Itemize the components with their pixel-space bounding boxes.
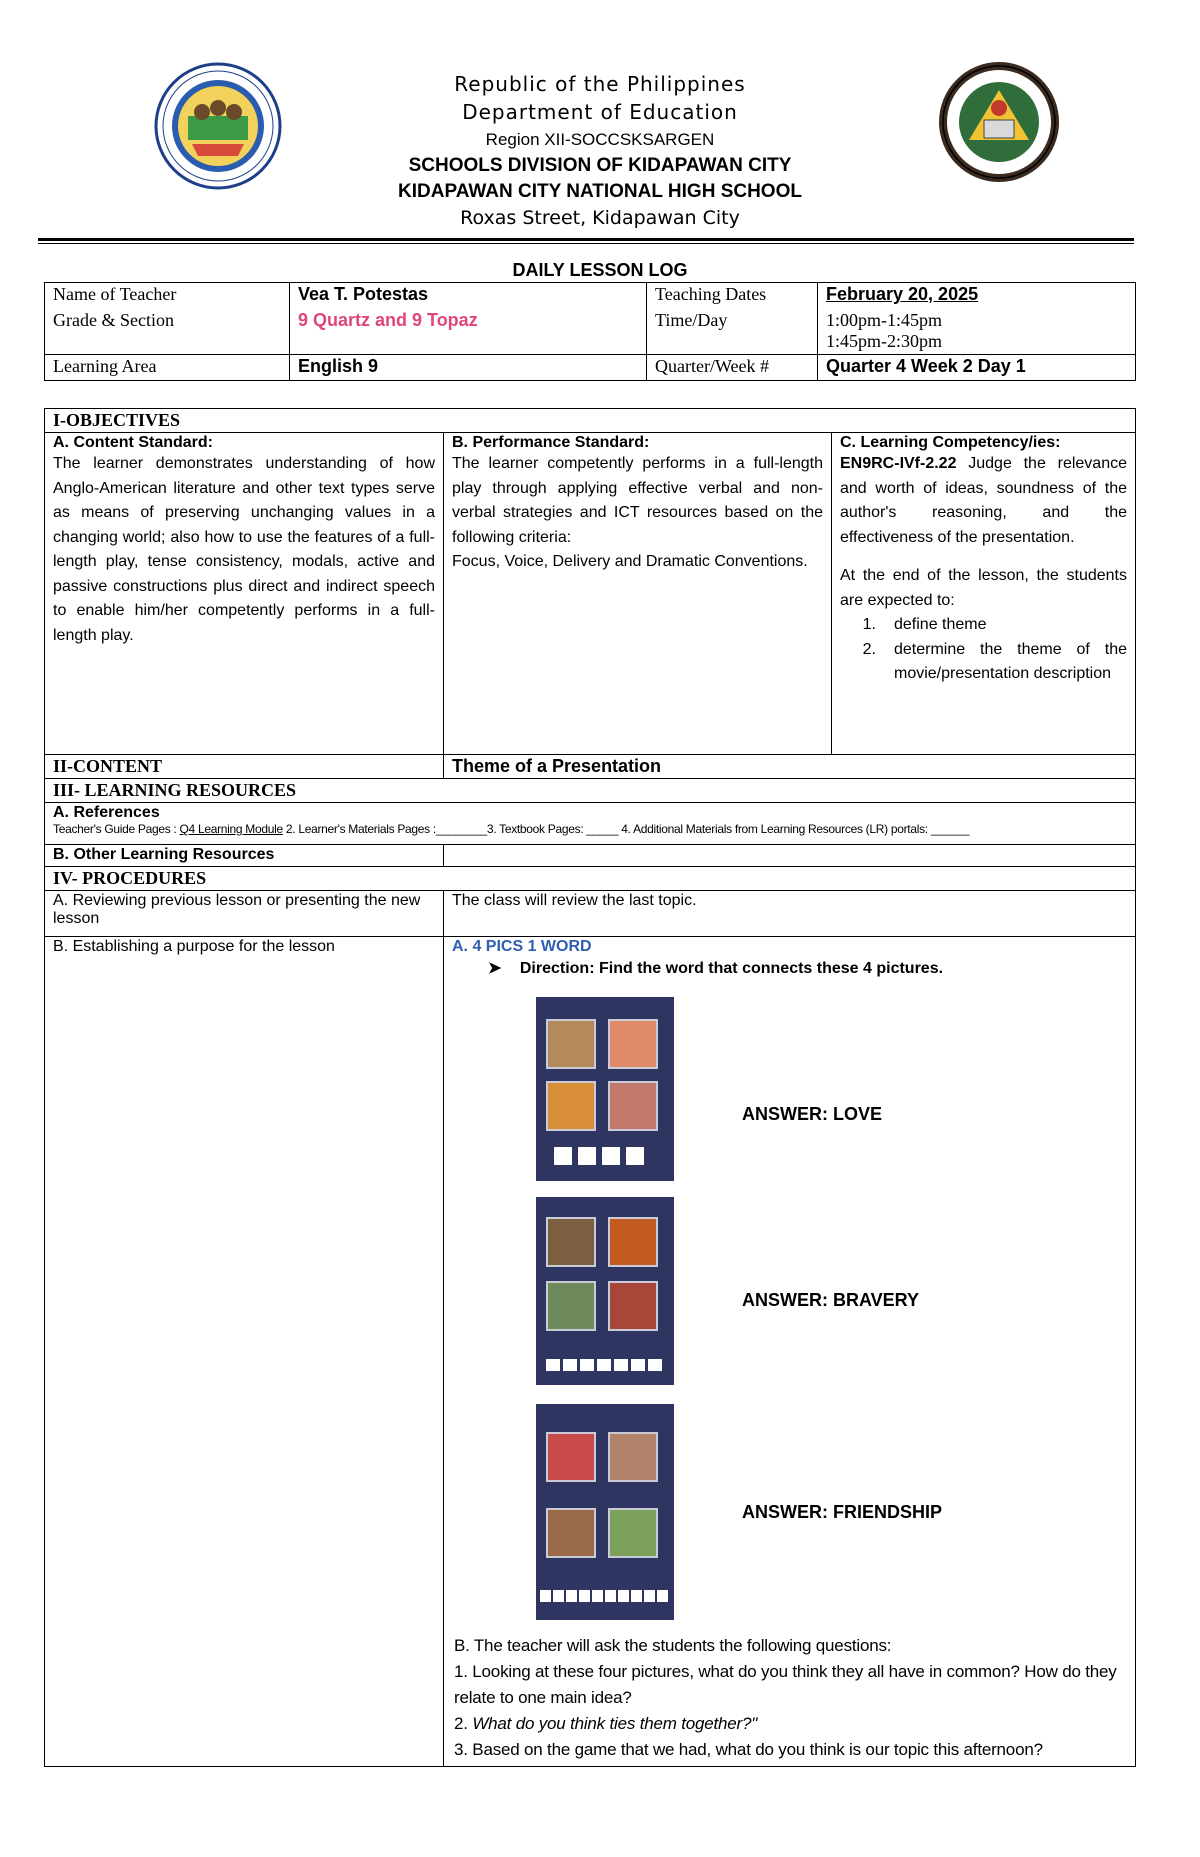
other-resources-label: B. Other Learning Resources bbox=[45, 845, 444, 867]
objective-item-2-number: 2. bbox=[862, 640, 876, 658]
competency-code: EN9RC-IVf-2.22 bbox=[840, 455, 957, 472]
letter-box bbox=[597, 1359, 611, 1371]
references-tg: Teacher's Guide Pages : bbox=[53, 822, 180, 836]
resources-heading: III- LEARNING RESOURCES bbox=[45, 779, 1136, 803]
header-republic: Republic of the Philippines bbox=[454, 72, 746, 96]
header-address: Roxas Street, Kidapawan City bbox=[460, 207, 740, 229]
procedure-b-label: B. Establishing a purpose for the lesson bbox=[45, 937, 444, 1767]
letter-box bbox=[644, 1590, 655, 1602]
letter-box bbox=[540, 1590, 551, 1602]
letter-box bbox=[605, 1590, 616, 1602]
letter-box bbox=[580, 1359, 594, 1371]
question-1: 1. Looking at these four pictures, what do you think they all have in common? How do they relate to one main idea? bbox=[454, 1662, 1117, 1707]
question-2-text: What do you think ties them together?" bbox=[472, 1714, 758, 1733]
header-division: SCHOOLS DIVISION OF KIDAPAWAN CITY bbox=[408, 155, 792, 176]
letter-box bbox=[657, 1590, 668, 1602]
letter-box bbox=[614, 1359, 628, 1371]
content-value: Theme of a Presentation bbox=[444, 755, 1136, 779]
performance-standard-title: B. Performance Standard: bbox=[452, 434, 650, 451]
teacher-value: Vea T. Potestas bbox=[290, 283, 647, 309]
letter-box bbox=[631, 1359, 645, 1371]
competency-intro: At the end of the lesson, the students are expected to: bbox=[840, 567, 1127, 609]
header-divider-thin bbox=[38, 243, 1134, 244]
letter-box bbox=[578, 1147, 596, 1165]
content-standard-text: The learner demonstrates understanding of how Anglo-American literature and other text types serve as means of preserving unchanging values in a changing world; also how to use the features of a full-length play, tense consistency, modals, active and passive constructions plus direct and indirect speech to enable him/her competently performs in a full-length play. bbox=[53, 455, 435, 644]
content-standard-title: A. Content Standard: bbox=[53, 434, 213, 451]
answer-bravery: ANSWER: BRAVERY bbox=[742, 1290, 920, 1310]
puzzle-image-climber-icon bbox=[546, 1281, 596, 1331]
procedures-heading: IV- PROCEDURES bbox=[45, 867, 1136, 891]
references-rest: 2. Learner's Materials Pages :________3. Textbook Pages: _____ 4. Additional Materials from Learning Resources (LR) portals: ______ bbox=[282, 822, 970, 836]
question-2 bbox=[454, 1711, 1124, 1737]
content-standard-cell bbox=[45, 433, 444, 755]
performance-standard-text: The learner competently performs in a full-length play through applying effective verbal and non-verbal strategies and ICT resources based on the following criteria: bbox=[452, 455, 823, 546]
answer-love: ANSWER: LOVE bbox=[742, 1104, 883, 1124]
question-2-number: 2. bbox=[454, 1714, 473, 1733]
time-cell bbox=[818, 309, 1136, 355]
teacher-label: Name of Teacher bbox=[45, 283, 290, 309]
quarter-label: Quarter/Week # bbox=[647, 355, 818, 381]
letter-box bbox=[563, 1359, 577, 1371]
direction-arrow-icon: ➤ bbox=[488, 960, 502, 977]
references-cell bbox=[45, 803, 1136, 845]
content-heading: II-CONTENT bbox=[45, 755, 444, 779]
document-title: DAILY LESSON LOG bbox=[512, 260, 688, 280]
letter-box bbox=[546, 1359, 560, 1371]
puzzle-image-friends-icon bbox=[608, 1081, 658, 1131]
competency-text bbox=[840, 452, 1127, 550]
procedure-a-label: A. Reviewing previous lesson or presenting the new lesson bbox=[45, 891, 444, 937]
puzzle-panel-love bbox=[536, 997, 674, 1181]
header-school: KIDAPAWAN CITY NATIONAL HIGH SCHOOL bbox=[398, 181, 802, 202]
questions-intro: B. The teacher will ask the students the following questions: bbox=[454, 1636, 892, 1655]
puzzle-image-superhero-icon bbox=[608, 1281, 658, 1331]
letter-box bbox=[553, 1590, 564, 1602]
puzzle-image-cartoon-friends-icon bbox=[546, 1432, 596, 1482]
other-resources-value bbox=[444, 845, 1136, 867]
puzzle-panel-bravery bbox=[536, 1197, 674, 1385]
procedure-a-value: The class will review the last topic. bbox=[444, 891, 1136, 937]
area-label: Learning Area bbox=[45, 355, 290, 381]
answer-friendship: ANSWER: FRIENDSHIP bbox=[742, 1502, 943, 1522]
objective-item-1-number: 1. bbox=[862, 616, 876, 633]
references-module: Q4 Learning Module bbox=[179, 822, 283, 836]
question-3: 3. Based on the game that we had, what do you think is our topic this afternoon? bbox=[454, 1740, 1043, 1759]
objective-item-1 bbox=[840, 613, 1127, 638]
time-value-1: 1:00pm-1:45pm bbox=[826, 309, 942, 330]
activity-title: A. 4 PICS 1 WORD bbox=[452, 938, 592, 955]
letter-box bbox=[618, 1590, 629, 1602]
references-title: A. References bbox=[53, 804, 160, 821]
header-region: Region XII-SOCCSKSARGEN bbox=[485, 130, 715, 149]
puzzle-image-soldier-icon bbox=[546, 1217, 596, 1267]
performance-standard-cell bbox=[444, 433, 832, 755]
competency-cell bbox=[832, 433, 1136, 755]
letter-box bbox=[626, 1147, 644, 1165]
area-value: English 9 bbox=[290, 355, 647, 381]
objective-item-1-text: define theme bbox=[894, 616, 987, 633]
info-table bbox=[44, 282, 1136, 381]
puzzle-image-family-icon bbox=[546, 1019, 596, 1069]
letter-box bbox=[631, 1590, 642, 1602]
puzzle-image-group-hug-icon bbox=[546, 1508, 596, 1558]
puzzle-image-firefighter-icon bbox=[608, 1217, 658, 1267]
letter-box bbox=[579, 1590, 590, 1602]
letter-box bbox=[566, 1590, 577, 1602]
time-label: Time/Day bbox=[647, 309, 818, 355]
letter-box bbox=[554, 1147, 572, 1165]
quarter-value: Quarter 4 Week 2 Day 1 bbox=[818, 355, 1136, 381]
dates-label: Teaching Dates bbox=[647, 283, 818, 309]
direction-text: Direction: Find the word that connects these 4 pictures. bbox=[519, 960, 944, 977]
puzzle-image-kids-playing-icon bbox=[608, 1508, 658, 1558]
dates-value: February 20, 2025 bbox=[818, 283, 1136, 309]
letter-box bbox=[592, 1590, 603, 1602]
letter-box bbox=[648, 1359, 662, 1371]
puzzle-panel-friendship bbox=[536, 1404, 674, 1620]
competency-title: C. Learning Competency/ies: bbox=[840, 434, 1061, 451]
direction-line bbox=[452, 958, 1127, 978]
header-department: Department of Education bbox=[462, 100, 738, 124]
header-divider bbox=[38, 238, 1134, 241]
time-value-2: 1:45pm-2:30pm bbox=[826, 330, 942, 351]
competency-description: Judge the relevance and worth of ideas, soundness of the author's reasoning, and the effectiveness of the presentation. bbox=[840, 455, 1127, 546]
grade-value: 9 Quartz and 9 Topaz bbox=[290, 309, 647, 355]
letter-box bbox=[602, 1147, 620, 1165]
references-list bbox=[53, 822, 1127, 836]
grade-label: Grade & Section bbox=[45, 309, 290, 355]
puzzle-image-heart-icon bbox=[608, 1019, 658, 1069]
objectives-heading: I-OBJECTIVES bbox=[45, 409, 1136, 433]
performance-criteria-text: Focus, Voice, Delivery and Dramatic Conventions. bbox=[452, 553, 808, 570]
questions-block bbox=[454, 1633, 1124, 1763]
puzzle-image-hands-icon bbox=[608, 1432, 658, 1482]
objective-item-2 bbox=[840, 638, 1127, 687]
objective-item-2-text: determine the theme of the movie/presentation description bbox=[894, 640, 1127, 682]
puzzle-image-couple-icon bbox=[546, 1081, 596, 1131]
